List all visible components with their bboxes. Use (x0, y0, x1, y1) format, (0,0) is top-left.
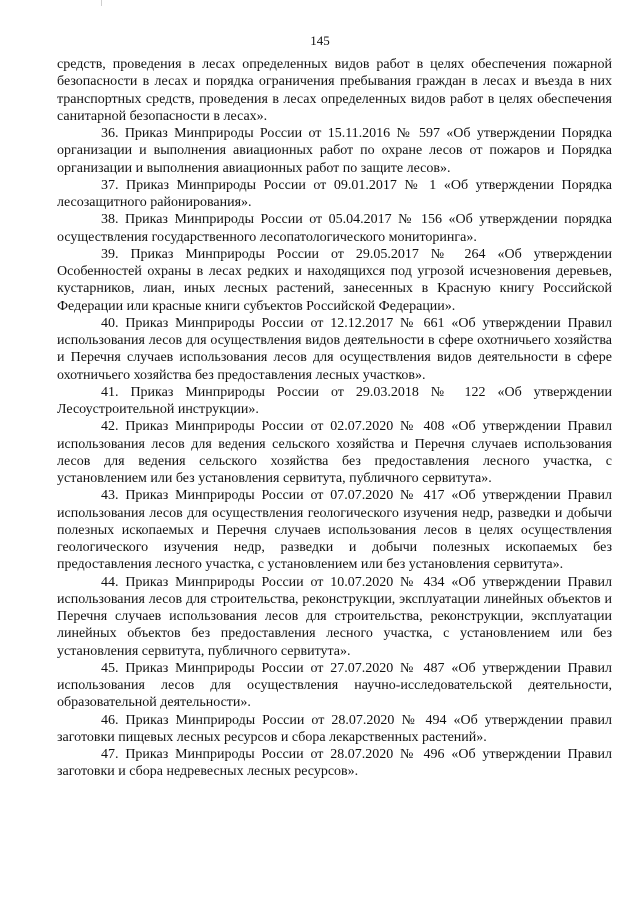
list-item: 47. Приказ Минприроды России от 28.07.2020 № 496 «Об утверждении Правил заготовки и сбора недревесных лесных ресурсов». (57, 747, 612, 780)
list-item: 45. Приказ Минприроды России от 27.07.2020 № 487 «Об утверждении Правил использования лесов для осуществления научно-исследовательской деятельности, образовательной деятельности». (57, 660, 612, 711)
continued-paragraph: средств, проведения в лесах определенных видов работ в целях обеспечения пожарной безопасности в лесах и порядка ограничения пребывания граждан в лесах и въезда в них транспортных средств, проведения в лесах определенных видов работ в целях обеспечения санитарной безопасности в лесах». (57, 57, 612, 124)
list-item: 42. Приказ Минприроды России от 02.07.2020 № 408 «Об утверждении Правил использования лесов для ведения сельского хозяйства и Перечня случаев использования лесов для ведения сельского хозяйства без предоставления лесного участка, с установлением или без установления сервитута, публичного сервитута». (57, 419, 612, 486)
scan-artifact (101, 0, 102, 6)
list-item: 41. Приказ Минприроды России от 29.03.2018 № 122 «Об утверждении Лесоустроительной инструкции». (57, 384, 612, 417)
list-item: 46. Приказ Минприроды России от 28.07.2020 № 494 «Об утверждении правил заготовки пищевых лесных ресурсов и сбора лекарственных растений». (57, 712, 612, 745)
list-item: 37. Приказ Минприроды России от 09.01.2017 № 1 «Об утверждении Порядка лесозащитного районирования». (57, 177, 612, 210)
list-item: 38. Приказ Минприроды России от 05.04.2017 № 156 «Об утверждении порядка осуществления государственного лесопатологического мониторинга». (57, 212, 612, 245)
document-body (57, 56, 612, 781)
list-item: 44. Приказ Минприроды России от 10.07.2020 № 434 «Об утверждении Правил использования лесов для строительства, реконструкции, эксплуатации линейных объектов и Перечня случаев использования лесов для строительства, реконструкции, эксплуатации линейных объектов без предоставления лесного участка, с установлением или без установления сервитута, публичного сервитута». (57, 574, 612, 659)
list-item: 40. Приказ Минприроды России от 12.12.2017 № 661 «Об утверждении Правил использования лесов для осуществления видов деятельности в сфере охотничьего хозяйства и Перечня случаев использования лесов для осуществления видов деятельности в сфере охотничьего хозяйства без предоставления лесных участков». (57, 315, 612, 383)
list-item: 39. Приказ Минприроды России от 29.05.2017 № 264 «Об утверждении Особенностей охраны в лесах редких и находящихся под угрозой исчезновения деревьев, кустарников, лиан, иных лесных растений, занесенных в Красную книгу Российской Федерации или красные книги субъектов Российской Федерации». (57, 246, 612, 314)
page-number: 145 (310, 33, 330, 48)
list-item: 36. Приказ Минприроды России от 15.11.2016 № 597 «Об утверждении Порядка организации и выполнения авиационных работ по охране лесов от пожаров и Порядка организации и выполнения авиационных работ по защите лесов». (57, 126, 612, 176)
list-item: 43. Приказ Минприроды России от 07.07.2020 № 417 «Об утверждении Правил использования лесов для осуществления геологического изучения недр, разведки и добычи полезных ископаемых и Перечня случаев использования лесов в целях осуществления геологического изучения недр, разведки и добычи полезных ископаемых без предоставления лесного участка, с установлением или без установления сервитута». (57, 488, 612, 573)
